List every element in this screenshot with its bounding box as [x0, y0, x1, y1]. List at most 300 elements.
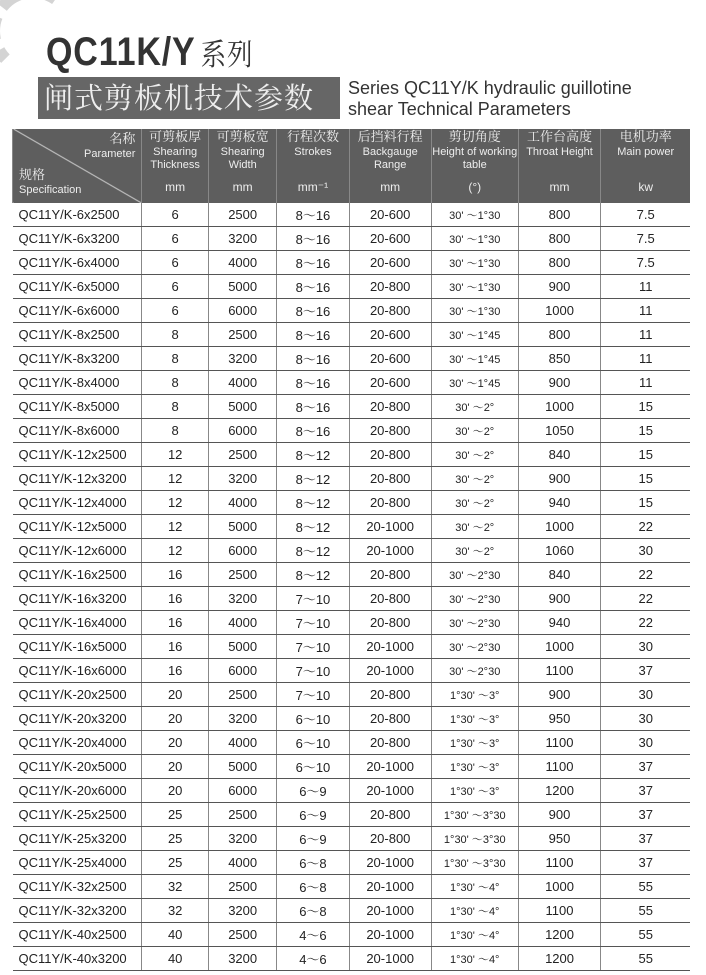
- table-cell: 20-1000: [349, 755, 431, 779]
- table-cell: 1200: [518, 779, 601, 803]
- table-cell: 6000: [208, 419, 276, 443]
- table-row: [13, 851, 691, 875]
- table-cell: QC11Y/K-16x4000: [13, 611, 142, 635]
- table-cell: QC11Y/K-12x2500: [13, 443, 142, 467]
- table-row: [13, 443, 691, 467]
- table-cell: 5000: [208, 515, 276, 539]
- table-row: [13, 251, 691, 275]
- table-cell: 1°30' ～3°: [431, 683, 518, 707]
- table-cell: 30' ～1°45: [431, 347, 518, 371]
- table-cell: 6～9: [277, 779, 349, 803]
- table-cell: 900: [518, 467, 601, 491]
- table-cell: 30' ～2°: [431, 515, 518, 539]
- table-cell: 30' ～2°: [431, 443, 518, 467]
- header-col: [431, 129, 518, 203]
- table-cell: 6000: [208, 779, 276, 803]
- table-cell: 2500: [208, 203, 276, 227]
- table-cell: 2500: [208, 443, 276, 467]
- table-cell: QC11Y/K-6x6000: [13, 299, 142, 323]
- table-cell: 6～8: [277, 875, 349, 899]
- table-cell: 30' ～2°30: [431, 635, 518, 659]
- table-cell: 8～16: [277, 323, 349, 347]
- table-row: [13, 539, 691, 563]
- table-row: [13, 779, 691, 803]
- table-cell: 30' ～2°: [431, 467, 518, 491]
- table-cell: QC11Y/K-25x4000: [13, 851, 142, 875]
- header-col: [349, 129, 431, 203]
- table-cell: 4～6: [277, 947, 349, 971]
- table-cell: 30: [601, 707, 690, 731]
- table-cell: 6000: [208, 659, 276, 683]
- table-cell: 900: [518, 371, 601, 395]
- table-cell: 1100: [518, 899, 601, 923]
- table-cell: 20-800: [349, 419, 431, 443]
- table-cell: 20: [142, 683, 209, 707]
- table-cell: 15: [601, 419, 690, 443]
- table-row: [13, 419, 691, 443]
- table-cell: 37: [601, 755, 690, 779]
- table-cell: 30' ～1°45: [431, 323, 518, 347]
- table-cell: 3200: [208, 827, 276, 851]
- table-header: [13, 129, 691, 203]
- table-cell: 20-800: [349, 467, 431, 491]
- col-cn: 行程次数: [286, 130, 339, 145]
- table-cell: 8～12: [277, 443, 349, 467]
- table-cell: 16: [142, 659, 209, 683]
- table-row: [13, 299, 691, 323]
- table-cell: 20-1000: [349, 923, 431, 947]
- table-cell: 1000: [518, 395, 601, 419]
- table-row: [13, 371, 691, 395]
- table-cell: 940: [518, 611, 601, 635]
- table-cell: QC11Y/K-32x3200: [13, 899, 142, 923]
- table-cell: 950: [518, 827, 601, 851]
- table-cell: 1°30' ～3°: [431, 731, 518, 755]
- col-en: Throat Height: [526, 146, 593, 158]
- table-row: [13, 275, 691, 299]
- table-cell: QC11Y/K-16x6000: [13, 659, 142, 683]
- table-cell: 40: [142, 947, 209, 971]
- table-cell: QC11Y/K-12x6000: [13, 539, 142, 563]
- table-cell: 30' ～2°: [431, 491, 518, 515]
- table-cell: 30' ～1°30: [431, 251, 518, 275]
- table-cell: 20-600: [349, 323, 431, 347]
- table-cell: 20: [142, 779, 209, 803]
- table-row: [13, 563, 691, 587]
- table-cell: 6～9: [277, 803, 349, 827]
- table-cell: 20-1000: [349, 659, 431, 683]
- table-cell: 20-1000: [349, 875, 431, 899]
- table-row: [13, 611, 691, 635]
- header-col: [277, 129, 349, 203]
- table-cell: 8～16: [277, 203, 349, 227]
- table-cell: QC11Y/K-6x2500: [13, 203, 142, 227]
- table-cell: QC11Y/K-25x2500: [13, 803, 142, 827]
- table-cell: QC11Y/K-8x2500: [13, 323, 142, 347]
- table-cell: 3200: [208, 587, 276, 611]
- table-cell: 3200: [208, 227, 276, 251]
- col-unit: mm: [232, 180, 253, 194]
- table-cell: 20-800: [349, 803, 431, 827]
- table-cell: 2500: [208, 563, 276, 587]
- table-cell: QC11Y/K-40x3200: [13, 947, 142, 971]
- table-cell: QC11Y/K-20x5000: [13, 755, 142, 779]
- table-cell: 2500: [208, 683, 276, 707]
- table-cell: 30' ～1°30: [431, 299, 518, 323]
- table-cell: 20-800: [349, 443, 431, 467]
- table-cell: 20-600: [349, 227, 431, 251]
- table-cell: 37: [601, 659, 690, 683]
- col-unit: mm: [165, 180, 186, 194]
- table-cell: 20-600: [349, 371, 431, 395]
- col-cn: 工作台高度: [527, 130, 593, 145]
- col-unit: mm: [549, 180, 570, 194]
- table-row: [13, 683, 691, 707]
- table-row: [13, 227, 691, 251]
- table-cell: 5000: [208, 395, 276, 419]
- header-col: [518, 129, 601, 203]
- table-cell: 1200: [518, 923, 601, 947]
- table-cell: 2500: [208, 875, 276, 899]
- table-cell: 6: [142, 251, 209, 275]
- table-cell: 16: [142, 611, 209, 635]
- table-row: [13, 587, 691, 611]
- table-cell: 6～8: [277, 899, 349, 923]
- table-cell: 8: [142, 323, 209, 347]
- table-cell: 800: [518, 323, 601, 347]
- table-cell: 20-600: [349, 203, 431, 227]
- table-cell: 1000: [518, 875, 601, 899]
- table-cell: 37: [601, 827, 690, 851]
- spec-cn: 规格: [19, 168, 46, 183]
- table-cell: 20-1000: [349, 947, 431, 971]
- table-cell: 6: [142, 299, 209, 323]
- table-cell: 840: [518, 563, 601, 587]
- table-cell: 1100: [518, 755, 601, 779]
- table-cell: 4000: [208, 731, 276, 755]
- table-cell: 6: [142, 227, 209, 251]
- table-cell: 5000: [208, 755, 276, 779]
- table-cell: 30: [601, 635, 690, 659]
- table-cell: 1000: [518, 635, 601, 659]
- table-cell: 8～12: [277, 515, 349, 539]
- table-row: [13, 755, 691, 779]
- table-cell: QC11Y/K-8x6000: [13, 419, 142, 443]
- table-cell: QC11Y/K-20x2500: [13, 683, 142, 707]
- table-cell: 20-800: [349, 563, 431, 587]
- table-cell: 6～10: [277, 755, 349, 779]
- table-cell: QC11Y/K-6x3200: [13, 227, 142, 251]
- table-cell: 1°30' ～3°: [431, 779, 518, 803]
- table-cell: 11: [601, 275, 690, 299]
- table-cell: 2500: [208, 323, 276, 347]
- table-cell: 1000: [518, 515, 601, 539]
- table-cell: 1°30' ～4°: [431, 947, 518, 971]
- table-cell: QC11Y/K-20x3200: [13, 707, 142, 731]
- table-cell: 4000: [208, 491, 276, 515]
- subtitle-en-line2: shear Technical Parameters: [348, 99, 571, 119]
- table-cell: QC11Y/K-20x6000: [13, 779, 142, 803]
- table-cell: 20-800: [349, 611, 431, 635]
- table-cell: 30' ～1°30: [431, 275, 518, 299]
- table-cell: 4000: [208, 371, 276, 395]
- table-row: [13, 923, 691, 947]
- table-cell: 6: [142, 275, 209, 299]
- table-cell: 8～16: [277, 227, 349, 251]
- subtitle-en-line1: Series QC11Y/K hydraulic guillotine: [348, 78, 632, 98]
- table-cell: 20: [142, 731, 209, 755]
- table-cell: 8～16: [277, 371, 349, 395]
- table-cell: 1200: [518, 947, 601, 971]
- table-cell: 12: [142, 467, 209, 491]
- table-cell: 8: [142, 395, 209, 419]
- table-cell: 1050: [518, 419, 601, 443]
- table-row: [13, 875, 691, 899]
- col-unit: kw: [638, 180, 654, 194]
- table-cell: 12: [142, 515, 209, 539]
- table-cell: 11: [601, 371, 690, 395]
- table-cell: 37: [601, 803, 690, 827]
- table-cell: 8: [142, 419, 209, 443]
- table-cell: 32: [142, 899, 209, 923]
- table-cell: 6000: [208, 299, 276, 323]
- table-row: [13, 395, 691, 419]
- table-cell: 20-800: [349, 275, 431, 299]
- table-cell: 20-1000: [349, 635, 431, 659]
- table-cell: 20-800: [349, 587, 431, 611]
- table-cell: 30' ～1°30: [431, 203, 518, 227]
- table-cell: 950: [518, 707, 601, 731]
- subtitle-cn: 闸式剪板机技术参数: [38, 77, 340, 119]
- table-cell: 22: [601, 587, 690, 611]
- table-cell: 3200: [208, 347, 276, 371]
- header-col: [142, 129, 209, 203]
- table-cell: 15: [601, 467, 690, 491]
- table-cell: QC11Y/K-8x4000: [13, 371, 142, 395]
- table-cell: 20-600: [349, 251, 431, 275]
- table-cell: 16: [142, 635, 209, 659]
- table-cell: 20-1000: [349, 539, 431, 563]
- table-cell: 800: [518, 251, 601, 275]
- col-en: Main power: [617, 146, 675, 158]
- table-cell: 1100: [518, 731, 601, 755]
- table-cell: QC11Y/K-16x2500: [13, 563, 142, 587]
- table-row: [13, 515, 691, 539]
- table-cell: 8～16: [277, 419, 349, 443]
- table-cell: 7.5: [601, 251, 690, 275]
- table-cell: 25: [142, 803, 209, 827]
- table-cell: QC11Y/K-6x5000: [13, 275, 142, 299]
- table-cell: 30: [601, 731, 690, 755]
- table-cell: 30' ～1°30: [431, 227, 518, 251]
- table-cell: 8～12: [277, 467, 349, 491]
- table-row: [13, 491, 691, 515]
- table-cell: 2500: [208, 803, 276, 827]
- table-cell: 1100: [518, 851, 601, 875]
- col-cn: 剪切角度: [448, 130, 501, 145]
- table-cell: 12: [142, 539, 209, 563]
- table-row: [13, 635, 691, 659]
- table-cell: 6～10: [277, 731, 349, 755]
- col-unit: mm⁻¹: [297, 180, 329, 194]
- table-cell: 15: [601, 491, 690, 515]
- table-cell: 800: [518, 227, 601, 251]
- table-cell: 16: [142, 563, 209, 587]
- table-cell: 8: [142, 371, 209, 395]
- table-cell: 8～16: [277, 299, 349, 323]
- table-row: [13, 707, 691, 731]
- header-spec: [13, 129, 142, 203]
- table-cell: QC11Y/K-20x4000: [13, 731, 142, 755]
- table-cell: 30: [601, 683, 690, 707]
- table-cell: 7～10: [277, 611, 349, 635]
- col-cn: 可剪板厚: [149, 130, 202, 145]
- table-cell: 20-800: [349, 827, 431, 851]
- table-cell: 940: [518, 491, 601, 515]
- table-row: [13, 347, 691, 371]
- table-cell: 7～10: [277, 659, 349, 683]
- table-row: [13, 323, 691, 347]
- table-cell: 5000: [208, 635, 276, 659]
- table-row: [13, 659, 691, 683]
- table-cell: 6: [142, 203, 209, 227]
- table-cell: 4000: [208, 251, 276, 275]
- table-cell: 6000: [208, 539, 276, 563]
- table-cell: QC11Y/K-12x5000: [13, 515, 142, 539]
- col-cn: 后挡料行程: [357, 130, 423, 145]
- header-col: [208, 129, 276, 203]
- table-cell: 7～10: [277, 635, 349, 659]
- table-cell: 20-1000: [349, 899, 431, 923]
- table-cell: QC11Y/K-8x5000: [13, 395, 142, 419]
- table-cell: 900: [518, 803, 601, 827]
- table-cell: 8～16: [277, 251, 349, 275]
- table-row: [13, 467, 691, 491]
- table-cell: 55: [601, 875, 690, 899]
- table-row: [13, 731, 691, 755]
- header-col: [601, 129, 690, 203]
- table-cell: 1°30' ～4°: [431, 899, 518, 923]
- table-cell: 3200: [208, 947, 276, 971]
- table-cell: 8～16: [277, 347, 349, 371]
- table-row: [13, 947, 691, 971]
- col-en: Shearing Thickness: [150, 146, 200, 171]
- table-cell: QC11Y/K-40x2500: [13, 923, 142, 947]
- param-cn: 名称: [109, 132, 136, 147]
- table-row: [13, 203, 691, 227]
- col-unit: mm: [380, 180, 401, 194]
- col-en: Strokes: [294, 146, 332, 158]
- table-cell: 30' ～2°: [431, 539, 518, 563]
- table-cell: 1100: [518, 659, 601, 683]
- table-cell: 20-800: [349, 491, 431, 515]
- title-model: QC11K/Y: [46, 30, 196, 74]
- table-cell: 4000: [208, 851, 276, 875]
- col-cn: 电机功率: [619, 130, 672, 145]
- table-cell: QC11Y/K-6x4000: [13, 251, 142, 275]
- table-cell: 1°30' ～4°: [431, 923, 518, 947]
- table-cell: 15: [601, 443, 690, 467]
- table-row: [13, 803, 691, 827]
- table-cell: QC11Y/K-12x4000: [13, 491, 142, 515]
- parameters-table: [12, 129, 690, 971]
- table-cell: 1°30' ～3°30: [431, 851, 518, 875]
- table-cell: 8～16: [277, 275, 349, 299]
- table-cell: 25: [142, 827, 209, 851]
- table-cell: 30' ～2°: [431, 419, 518, 443]
- table-cell: 2500: [208, 923, 276, 947]
- table-cell: 4～6: [277, 923, 349, 947]
- table-cell: 5000: [208, 275, 276, 299]
- table-cell: 6～10: [277, 707, 349, 731]
- table-cell: 3200: [208, 899, 276, 923]
- table-cell: 800: [518, 203, 601, 227]
- spec-en: Specification: [19, 184, 82, 196]
- table-cell: 16: [142, 587, 209, 611]
- table-cell: 20: [142, 707, 209, 731]
- table-cell: 20: [142, 755, 209, 779]
- table-cell: 20-1000: [349, 515, 431, 539]
- table-cell: 7～10: [277, 587, 349, 611]
- table-cell: 30' ～2°30: [431, 659, 518, 683]
- subtitle-en: [348, 78, 632, 120]
- table-cell: 6～9: [277, 827, 349, 851]
- col-en: Backgauge Range: [362, 146, 418, 171]
- table-cell: 7～10: [277, 683, 349, 707]
- table-cell: 7.5: [601, 203, 690, 227]
- table-cell: QC11Y/K-25x3200: [13, 827, 142, 851]
- table-cell: 32: [142, 875, 209, 899]
- table-cell: 4000: [208, 611, 276, 635]
- table-cell: 55: [601, 899, 690, 923]
- table-cell: 20-1000: [349, 851, 431, 875]
- table-cell: 30: [601, 539, 690, 563]
- table-row: [13, 827, 691, 851]
- table-cell: 20-800: [349, 395, 431, 419]
- table-cell: 1°30' ～4°: [431, 875, 518, 899]
- table-cell: 25: [142, 851, 209, 875]
- col-en: Shearing Width: [220, 146, 265, 171]
- table-cell: QC11Y/K-32x2500: [13, 875, 142, 899]
- table-cell: 20-1000: [349, 779, 431, 803]
- table-cell: 37: [601, 851, 690, 875]
- table-cell: 20-600: [349, 347, 431, 371]
- table-cell: 8～12: [277, 539, 349, 563]
- table-cell: 22: [601, 515, 690, 539]
- table-cell: 900: [518, 587, 601, 611]
- table-cell: 11: [601, 347, 690, 371]
- table-cell: 3200: [208, 467, 276, 491]
- table-cell: 12: [142, 443, 209, 467]
- table-cell: 37: [601, 779, 690, 803]
- table-cell: 20-800: [349, 731, 431, 755]
- table-cell: 40: [142, 923, 209, 947]
- col-en: Height of working table: [432, 146, 518, 171]
- table-cell: 8～12: [277, 563, 349, 587]
- table-cell: 850: [518, 347, 601, 371]
- table-cell: 11: [601, 299, 690, 323]
- table-cell: 7.5: [601, 227, 690, 251]
- table-cell: 8～12: [277, 491, 349, 515]
- page-title: [46, 30, 253, 75]
- table-cell: 20-800: [349, 707, 431, 731]
- table-cell: QC11Y/K-8x3200: [13, 347, 142, 371]
- table-cell: QC11Y/K-16x3200: [13, 587, 142, 611]
- table-cell: 30' ～2°30: [431, 563, 518, 587]
- table-cell: 30' ～2°: [431, 395, 518, 419]
- table-cell: QC11Y/K-16x5000: [13, 635, 142, 659]
- table-cell: 1°30' ～3°: [431, 755, 518, 779]
